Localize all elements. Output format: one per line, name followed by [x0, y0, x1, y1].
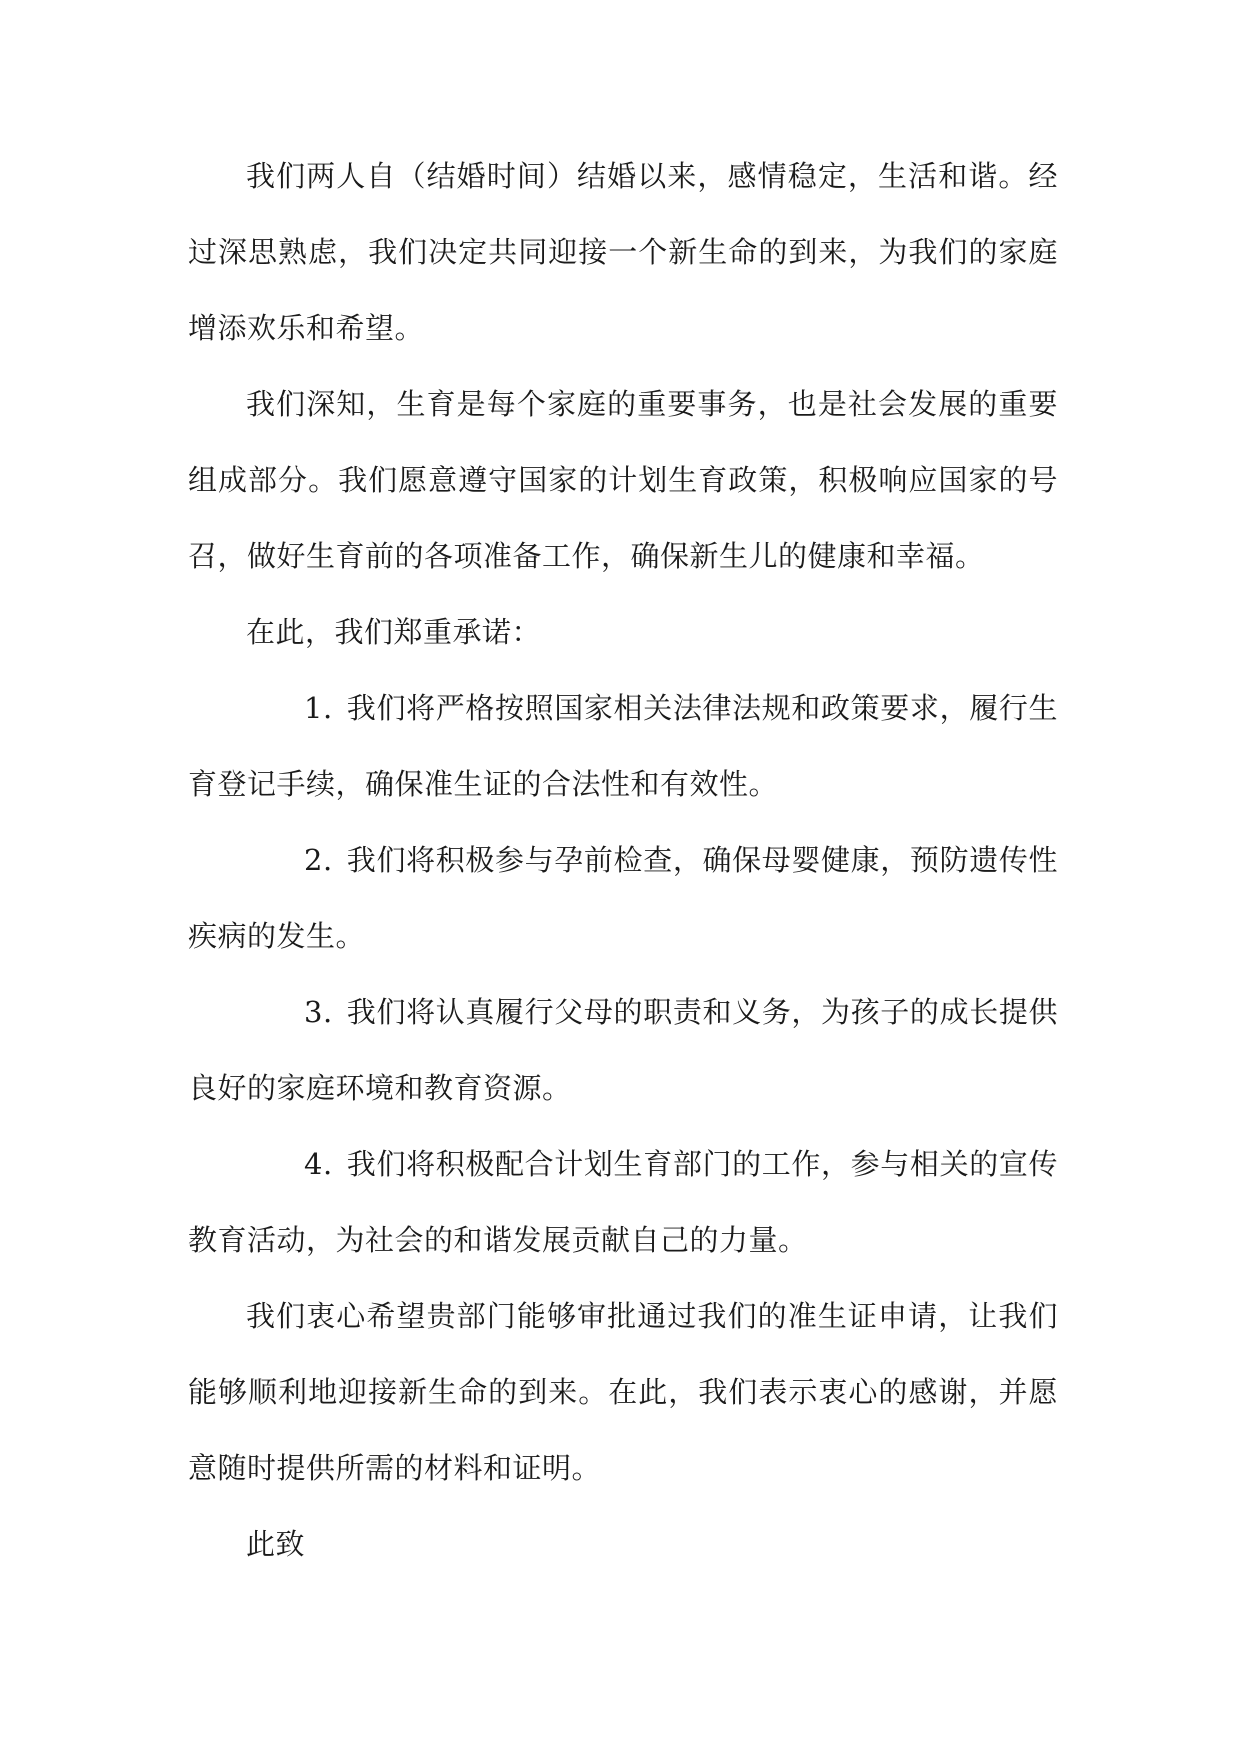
commitment-item: [188, 1126, 1058, 1278]
commitment-text: 我们将严格按照国家相关法律法规和政策要求，履行生育登记手续，确保准生证的合法性和有效性。: [188, 691, 1058, 801]
commitment-item: [188, 822, 1058, 974]
paragraph-closing: 我们衷心希望贵部门能够审批通过我们的准生证申请，让我们能够顺利地迎接新生命的到来。在此，我们表示衷心的感谢，并愿意随时提供所需的材料和证明。: [188, 1299, 1058, 1485]
document-body: [188, 138, 1058, 1582]
paragraph-intro: 我们两人自（结婚时间）结婚以来，感情稳定，生活和谐。经过深思熟虑，我们决定共同迎接一个新生命的到来，为我们的家庭增添欢乐和希望。: [188, 159, 1058, 345]
commitment-number: 1.: [304, 691, 333, 725]
commitment-item: [188, 974, 1058, 1126]
commitment-number: 4.: [304, 1147, 333, 1181]
paragraph-commitment-heading: 在此，我们郑重承诺：: [246, 615, 542, 649]
commitment-text: 我们将积极配合计划生育部门的工作，参与相关的宣传教育活动，为社会的和谐发展贡献自己的力量。: [188, 1147, 1058, 1257]
commitment-text: 我们将认真履行父母的职责和义务，为孩子的成长提供良好的家庭环境和教育资源。: [188, 995, 1058, 1105]
commitment-text: 我们将积极参与孕前检查，确保母婴健康，预防遗传性疾病的发生。: [188, 843, 1058, 953]
salutation: 此致: [246, 1527, 306, 1561]
commitment-number: 3.: [304, 995, 333, 1029]
commitment-item: [188, 670, 1058, 822]
commitment-number: 2.: [304, 843, 333, 877]
paragraph-awareness: 我们深知，生育是每个家庭的重要事务，也是社会发展的重要组成部分。我们愿意遵守国家的计划生育政策，积极响应国家的号召，做好生育前的各项准备工作，确保新生儿的健康和幸福。: [188, 387, 1058, 573]
